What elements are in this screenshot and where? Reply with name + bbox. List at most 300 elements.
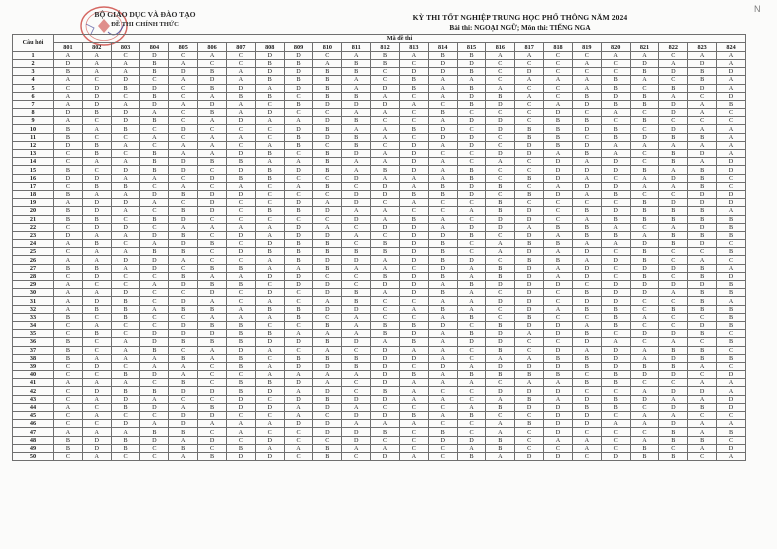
question-number: 33 — [13, 313, 54, 321]
answer-cell: C — [140, 444, 169, 452]
answer-cell: C — [284, 289, 313, 297]
answer-cell: A — [313, 59, 342, 67]
answer-cell: D — [284, 68, 313, 76]
answer-cell: B — [198, 403, 227, 411]
answer-cell: C — [82, 76, 111, 84]
answer-cell: A — [601, 338, 630, 346]
answer-cell: B — [169, 379, 198, 387]
answer-cell: B — [688, 289, 717, 297]
exam-code-group-header: Mã đề thi — [54, 35, 746, 43]
answer-cell: C — [457, 199, 486, 207]
answer-cell: D — [371, 395, 400, 403]
answer-cell: A — [140, 395, 169, 403]
answer-cell: C — [515, 158, 544, 166]
answer-cell: A — [688, 256, 717, 264]
table-row — [13, 330, 746, 338]
answer-cell: A — [226, 109, 255, 117]
answer-cell: A — [82, 51, 111, 59]
answer-cell: A — [630, 354, 659, 362]
answer-cell: C — [342, 387, 371, 395]
answer-cell: A — [54, 51, 83, 59]
answer-cell: C — [515, 109, 544, 117]
answer-cell: C — [457, 125, 486, 133]
question-number: 26 — [13, 256, 54, 264]
question-number: 34 — [13, 321, 54, 329]
answer-cell: C — [572, 452, 601, 460]
answer-cell: C — [284, 109, 313, 117]
exam-code-header: 822 — [659, 43, 688, 51]
answer-cell: C — [630, 297, 659, 305]
answer-cell: B — [54, 133, 83, 141]
answer-cell: D — [688, 190, 717, 198]
answer-cell: B — [399, 76, 428, 84]
answer-cell: B — [630, 199, 659, 207]
answer-cell: A — [688, 362, 717, 370]
answer-cell: C — [457, 215, 486, 223]
answer-cell: C — [54, 371, 83, 379]
answer-cell: B — [688, 305, 717, 313]
answer-cell: D — [572, 272, 601, 280]
answer-cell: C — [140, 272, 169, 280]
answer-cell: B — [82, 330, 111, 338]
table-row — [13, 281, 746, 289]
answer-cell: A — [82, 321, 111, 329]
answer-cell: B — [630, 117, 659, 125]
answer-cell: B — [601, 125, 630, 133]
answer-cell: A — [630, 174, 659, 182]
answer-cell: D — [457, 190, 486, 198]
answer-cell: A — [399, 379, 428, 387]
answer-cell: B — [399, 412, 428, 420]
answer-cell: D — [457, 436, 486, 444]
answer-cell: D — [255, 68, 284, 76]
exam-code-header: 815 — [457, 43, 486, 51]
answer-cell: B — [169, 428, 198, 436]
answer-cell: B — [111, 436, 140, 444]
answer-cell: B — [572, 150, 601, 158]
answer-cell: B — [486, 444, 515, 452]
answer-cell: D — [717, 371, 746, 379]
answer-cell: B — [688, 330, 717, 338]
answer-cell: D — [515, 215, 544, 223]
answer-cell: B — [428, 190, 457, 198]
answer-cell: A — [198, 92, 227, 100]
question-number: 44 — [13, 403, 54, 411]
answer-cell: D — [284, 272, 313, 280]
answer-cell: B — [169, 231, 198, 239]
answer-cell: B — [486, 207, 515, 215]
question-number: 24 — [13, 240, 54, 248]
table-row — [13, 223, 746, 231]
answer-cell: A — [255, 420, 284, 428]
answer-cell: D — [169, 297, 198, 305]
answer-cell: C — [284, 346, 313, 354]
answer-cell: D — [54, 59, 83, 67]
answer-cell: B — [630, 362, 659, 370]
answer-cell: D — [342, 100, 371, 108]
answer-cell: B — [601, 76, 630, 84]
answer-cell: C — [659, 190, 688, 198]
answer-cell: C — [515, 117, 544, 125]
answer-cell: C — [342, 272, 371, 280]
table-row — [13, 313, 746, 321]
answer-cell: C — [659, 444, 688, 452]
answer-cell: D — [630, 289, 659, 297]
answer-cell: B — [717, 305, 746, 313]
answer-cell: C — [342, 182, 371, 190]
answer-cell: A — [169, 150, 198, 158]
answer-cell: B — [486, 346, 515, 354]
answer-cell: C — [169, 92, 198, 100]
answer-cell: B — [717, 231, 746, 239]
answer-cell: B — [342, 289, 371, 297]
answer-cell: D — [457, 141, 486, 149]
answer-cell: A — [140, 109, 169, 117]
answer-cell: A — [717, 141, 746, 149]
answer-cell: A — [140, 354, 169, 362]
answer-cell: B — [428, 256, 457, 264]
answer-cell: B — [717, 354, 746, 362]
answer-cell: C — [226, 412, 255, 420]
answer-cell: D — [717, 395, 746, 403]
answer-cell: B — [399, 338, 428, 346]
answer-cell: D — [399, 141, 428, 149]
answer-cell: D — [601, 362, 630, 370]
answer-cell: A — [342, 420, 371, 428]
answer-cell: B — [428, 240, 457, 248]
answer-cell: D — [572, 420, 601, 428]
answer-cell: D — [399, 330, 428, 338]
answer-cell: B — [54, 338, 83, 346]
answer-cell: B — [371, 387, 400, 395]
answer-cell: D — [515, 231, 544, 239]
answer-cell: A — [255, 362, 284, 370]
answer-cell: D — [198, 207, 227, 215]
answer-cell: D — [486, 125, 515, 133]
answer-cell: C — [630, 379, 659, 387]
answer-cell: A — [169, 371, 198, 379]
question-number: 50 — [13, 452, 54, 460]
answer-cell: D — [688, 150, 717, 158]
table-row — [13, 76, 746, 84]
answer-cell: B — [313, 452, 342, 460]
answer-cell: C — [486, 412, 515, 420]
question-number: 21 — [13, 215, 54, 223]
answer-cell: B — [198, 68, 227, 76]
answer-cell: C — [544, 68, 573, 76]
official-exam-label: ĐỀ THI CHÍNH THỨC — [111, 21, 179, 28]
answer-cell: C — [544, 289, 573, 297]
answer-cell: A — [630, 420, 659, 428]
answer-cell: A — [226, 428, 255, 436]
answer-cell: C — [226, 207, 255, 215]
answer-cell: B — [255, 166, 284, 174]
answer-cell: A — [284, 387, 313, 395]
answer-cell: C — [486, 256, 515, 264]
answer-cell: C — [169, 395, 198, 403]
answer-cell: D — [717, 166, 746, 174]
exam-code-header: 804 — [140, 43, 169, 51]
answer-cell: D — [82, 84, 111, 92]
answer-cell: A — [169, 452, 198, 460]
answer-cell: C — [688, 92, 717, 100]
answer-cell: B — [169, 354, 198, 362]
answer-cell: C — [399, 133, 428, 141]
answer-cell: A — [255, 346, 284, 354]
answer-cell: A — [601, 223, 630, 231]
answer-cell: C — [313, 174, 342, 182]
answer-cell: A — [659, 412, 688, 420]
answer-cell: B — [659, 436, 688, 444]
question-number: 29 — [13, 281, 54, 289]
answer-cell: B — [659, 215, 688, 223]
answer-cell: A — [169, 59, 198, 67]
answer-cell: C — [515, 412, 544, 420]
answer-cell: B — [601, 133, 630, 141]
answer-cell: D — [486, 215, 515, 223]
answer-cell: D — [659, 403, 688, 411]
answer-cell: A — [428, 346, 457, 354]
answer-cell: D — [428, 362, 457, 370]
answer-cell: D — [82, 174, 111, 182]
answer-cell: A — [717, 264, 746, 272]
answer-cell: C — [255, 199, 284, 207]
answer-cell: C — [169, 133, 198, 141]
answer-cell: A — [54, 100, 83, 108]
answer-cell: C — [717, 109, 746, 117]
answer-cell: B — [255, 174, 284, 182]
answer-cell: D — [601, 452, 630, 460]
answer-cell: A — [659, 92, 688, 100]
answer-cell: D — [428, 436, 457, 444]
answer-cell: A — [544, 379, 573, 387]
answer-cell: D — [659, 387, 688, 395]
answer-cell: B — [399, 84, 428, 92]
answer-cell: D — [486, 223, 515, 231]
answer-cell: B — [313, 338, 342, 346]
answer-cell: B — [226, 174, 255, 182]
answer-cell: A — [688, 109, 717, 117]
answer-cell: B — [226, 281, 255, 289]
answer-cell: B — [544, 117, 573, 125]
answer-cell: A — [255, 223, 284, 231]
answer-cell: B — [313, 444, 342, 452]
answer-cell: C — [601, 330, 630, 338]
answer-cell: D — [371, 281, 400, 289]
answer-cell: A — [572, 240, 601, 248]
answer-cell: B — [198, 305, 227, 313]
answer-cell: A — [486, 420, 515, 428]
answer-cell: B — [544, 223, 573, 231]
answer-cell: A — [717, 76, 746, 84]
answer-cell: C — [544, 444, 573, 452]
answer-cell: D — [226, 403, 255, 411]
answer-cell: B — [198, 158, 227, 166]
answer-cell: B — [313, 248, 342, 256]
answer-cell: C — [428, 100, 457, 108]
answer-cell: A — [255, 231, 284, 239]
answer-cell: A — [515, 51, 544, 59]
answer-cell: C — [82, 403, 111, 411]
question-number: 35 — [13, 330, 54, 338]
answer-cell: A — [399, 452, 428, 460]
answer-cell: A — [169, 403, 198, 411]
answer-cell: C — [111, 272, 140, 280]
table-row — [13, 444, 746, 452]
answer-cell: C — [226, 141, 255, 149]
answer-cell: B — [688, 76, 717, 84]
answer-cell: C — [198, 166, 227, 174]
exam-code-header: 809 — [284, 43, 313, 51]
answer-cell: A — [169, 362, 198, 370]
answer-cell: B — [226, 444, 255, 452]
answer-cell: B — [198, 338, 227, 346]
answer-cell: C — [54, 150, 83, 158]
answer-cell: A — [717, 387, 746, 395]
answer-cell: A — [572, 346, 601, 354]
answer-cell: A — [313, 330, 342, 338]
answer-cell: B — [54, 346, 83, 354]
answer-cell: A — [82, 231, 111, 239]
answer-cell: C — [486, 305, 515, 313]
answer-cell: D — [717, 272, 746, 280]
answer-cell: D — [140, 51, 169, 59]
answer-cell: C — [601, 444, 630, 452]
question-number: 41 — [13, 379, 54, 387]
answer-cell: C — [399, 207, 428, 215]
answer-cell: C — [601, 174, 630, 182]
answer-cell: C — [169, 313, 198, 321]
answer-cell: C — [371, 313, 400, 321]
answer-cell: C — [515, 84, 544, 92]
answer-cell: D — [457, 256, 486, 264]
answer-cell: C — [284, 452, 313, 460]
table-row — [13, 387, 746, 395]
answer-cell: A — [342, 264, 371, 272]
answer-cell: D — [544, 452, 573, 460]
answer-cell: B — [515, 395, 544, 403]
answer-cell: B — [284, 141, 313, 149]
answer-cell: D — [371, 223, 400, 231]
answer-cell: B — [226, 158, 255, 166]
answer-cell: B — [688, 215, 717, 223]
answer-cell: A — [82, 289, 111, 297]
answer-cell: B — [342, 141, 371, 149]
exam-code-header: 823 — [688, 43, 717, 51]
exam-code-row — [13, 43, 746, 51]
answer-cell: A — [313, 346, 342, 354]
answer-cell: D — [313, 207, 342, 215]
answer-cell: C — [371, 305, 400, 313]
answer-cell: A — [659, 182, 688, 190]
answer-cell: D — [601, 297, 630, 305]
answer-cell: B — [486, 92, 515, 100]
answer-cell: C — [140, 321, 169, 329]
answer-cell: A — [659, 395, 688, 403]
answer-cell: C — [111, 51, 140, 59]
answer-cell: D — [198, 436, 227, 444]
answer-cell: B — [140, 59, 169, 67]
answer-cell: A — [486, 51, 515, 59]
answer-cell: C — [140, 141, 169, 149]
answer-cell: D — [82, 444, 111, 452]
answer-cell: C — [457, 395, 486, 403]
answer-cell: B — [255, 207, 284, 215]
answer-cell: D — [140, 84, 169, 92]
answer-cell: A — [457, 297, 486, 305]
answer-cell: A — [111, 190, 140, 198]
answer-cell: A — [717, 84, 746, 92]
answer-cell: C — [198, 362, 227, 370]
answer-cell: D — [688, 223, 717, 231]
answer-cell: B — [630, 100, 659, 108]
answer-cell: D — [371, 379, 400, 387]
exam-code-header: 801 — [54, 43, 83, 51]
answer-cell: C — [226, 436, 255, 444]
answer-cell: D — [515, 141, 544, 149]
answer-cell: A — [111, 354, 140, 362]
answer-cell: B — [601, 403, 630, 411]
answer-cell: D — [399, 281, 428, 289]
answer-cell: D — [342, 305, 371, 313]
answer-cell: A — [717, 420, 746, 428]
answer-cell: A — [342, 313, 371, 321]
answer-cell: B — [54, 354, 83, 362]
answer-cell: D — [428, 68, 457, 76]
answer-cell: D — [544, 109, 573, 117]
question-number: 9 — [13, 117, 54, 125]
answer-cell: D — [169, 215, 198, 223]
answer-cell: C — [342, 379, 371, 387]
answer-cell: A — [659, 338, 688, 346]
question-number: 31 — [13, 297, 54, 305]
answer-cell: A — [198, 133, 227, 141]
answer-cell: B — [140, 248, 169, 256]
answer-cell: B — [659, 158, 688, 166]
answer-cell: C — [226, 240, 255, 248]
answer-cell: B — [198, 84, 227, 92]
answer-cell: C — [486, 109, 515, 117]
answer-cell: A — [226, 305, 255, 313]
answer-cell: D — [342, 412, 371, 420]
answer-cell: A — [717, 150, 746, 158]
answer-cell: B — [688, 207, 717, 215]
answer-cell: B — [342, 248, 371, 256]
answer-cell: C — [515, 338, 544, 346]
answer-cell: D — [226, 190, 255, 198]
answer-cell: D — [140, 231, 169, 239]
answer-cell: B — [659, 428, 688, 436]
answer-cell: B — [457, 68, 486, 76]
answer-cell: C — [371, 436, 400, 444]
answer-cell: C — [342, 240, 371, 248]
answer-cell: C — [371, 231, 400, 239]
answer-cell: D — [198, 76, 227, 84]
answer-cell: A — [428, 215, 457, 223]
answer-cell: D — [659, 174, 688, 182]
answer-cell: C — [572, 68, 601, 76]
answer-cell: D — [198, 289, 227, 297]
answer-cell: C — [226, 289, 255, 297]
answer-cell: B — [428, 272, 457, 280]
answer-cell: C — [457, 109, 486, 117]
question-number: 45 — [13, 412, 54, 420]
answer-cell: A — [54, 256, 83, 264]
answer-cell: B — [140, 158, 169, 166]
answer-cell: A — [515, 76, 544, 84]
exam-code-header: 817 — [515, 43, 544, 51]
answer-cell: C — [313, 51, 342, 59]
